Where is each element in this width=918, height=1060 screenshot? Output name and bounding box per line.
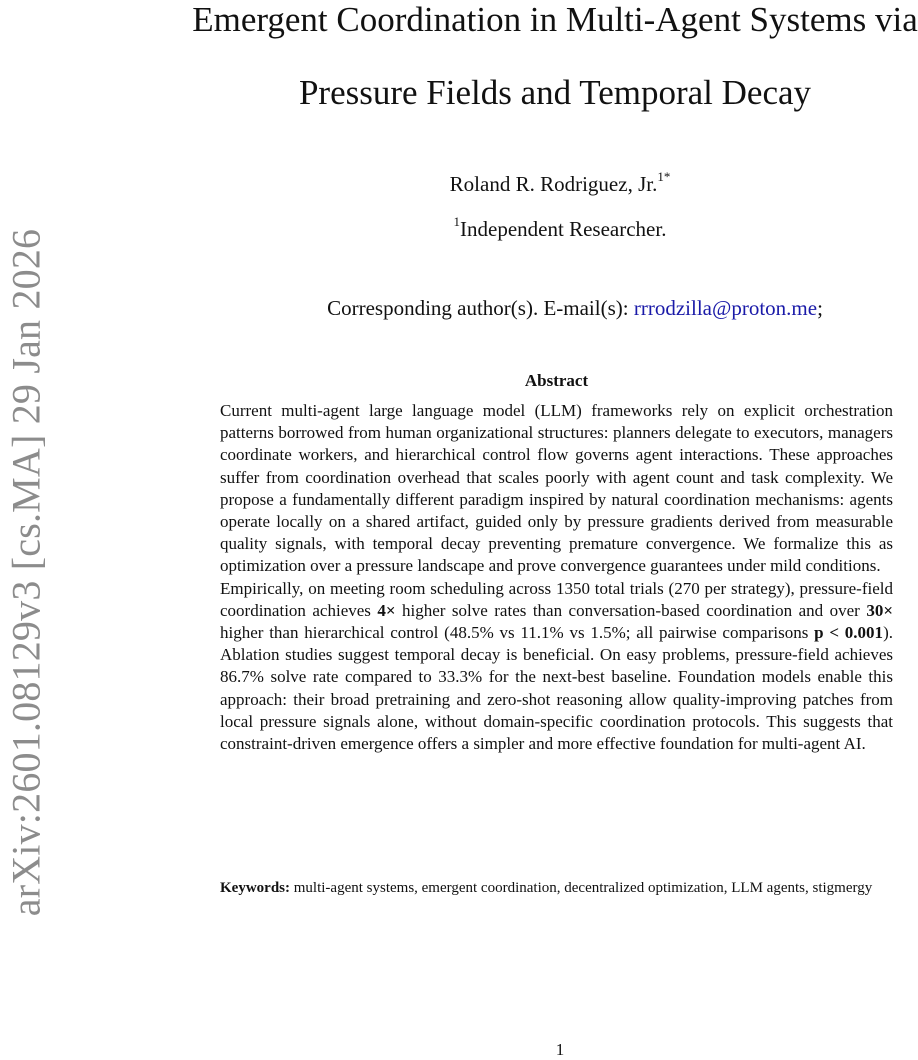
- paper-title-line-1: Emergent Coordination in Multi-Agent Systems via: [192, 0, 918, 39]
- arxiv-stamp: [2, 200, 50, 945]
- abstract-text: Empirically, on meeting room scheduling across 1350 total trials (270 per strategy), pressure-field coordination achieves: [220, 578, 893, 620]
- paper-title-line-2: Pressure Fields and Temporal Decay: [298, 73, 812, 112]
- abstract-text: higher than hierarchical control (48.5% vs 11.1% vs 1.5%; all pairwise comparisons: [220, 623, 815, 643]
- abstract-emphasis: 30×: [866, 600, 893, 620]
- affiliation-marker: 1: [453, 214, 461, 229]
- author-superscript: 1*: [657, 169, 671, 184]
- correspondence-line: [200, 296, 918, 321]
- abstract-paragraph-1: Current multi-agent large language model (LLM) frameworks rely on explicit orchestration patterns borrowed from human organizational structures: planners delegate to executors, managers coordinate workers, and hierarchical control flow governs agent interactions. These approaches suffer from coordination overhead that scales poorly with agent count and task complexity. We propose a fundamentally different paradigm inspired by natural coordination mechanisms: agents operate locally on a shared artifact, guided only by pressure gradients derived from measurable quality signals, with temporal decay preventing premature convergence. We formalize this as optimization over a pressure landscape and prove convergence guarantees under mild conditions.: [220, 401, 893, 576]
- author-name: Roland R. Rodriguez, Jr.: [449, 172, 658, 196]
- email-link[interactable]: rrrodzilla@proton.me: [633, 296, 818, 320]
- correspondence-prefix: Corresponding author(s). E-mail(s):: [327, 296, 634, 320]
- keywords-label: Keywords:: [220, 880, 290, 896]
- abstract-text: ). Ablation studies suggest temporal decay is beneficial. On easy problems, pressure-field achieves 86.7% solve rate compared to 33.3% for the next-best baseline. Foundation models enable this approach: their broad pretraining and zero-shot reasoning allow quality-improving patches from local pressure signals alone, without domain-specific coordination protocols. This suggests that constraint-driven emergence offers a simpler and more effective foundation for multi-agent AI.: [220, 623, 893, 754]
- abstract-emphasis: 4×: [377, 600, 396, 620]
- arxiv-stamp-text: arXiv:2601.08129v3 [cs.MA] 29 Jan 2026: [3, 228, 49, 917]
- abstract-body: [220, 400, 893, 755]
- abstract-paragraph-2: [220, 578, 893, 756]
- keywords-text: multi-agent systems, emergent coordination, decentralized optimization, LLM agents, stigmergy: [290, 880, 873, 896]
- author-line: [220, 169, 900, 197]
- keywords: [220, 878, 893, 898]
- abstract-emphasis: p < 0.001: [814, 623, 884, 643]
- affiliation-line: [220, 214, 900, 242]
- correspondence-suffix: ;: [817, 296, 823, 320]
- affiliation-text: Independent Researcher.: [460, 217, 667, 241]
- abstract-text: higher solve rates than conversation-based coordination and over: [395, 600, 867, 620]
- page-number: 1: [555, 1040, 565, 1059]
- abstract-heading: Abstract: [524, 371, 589, 390]
